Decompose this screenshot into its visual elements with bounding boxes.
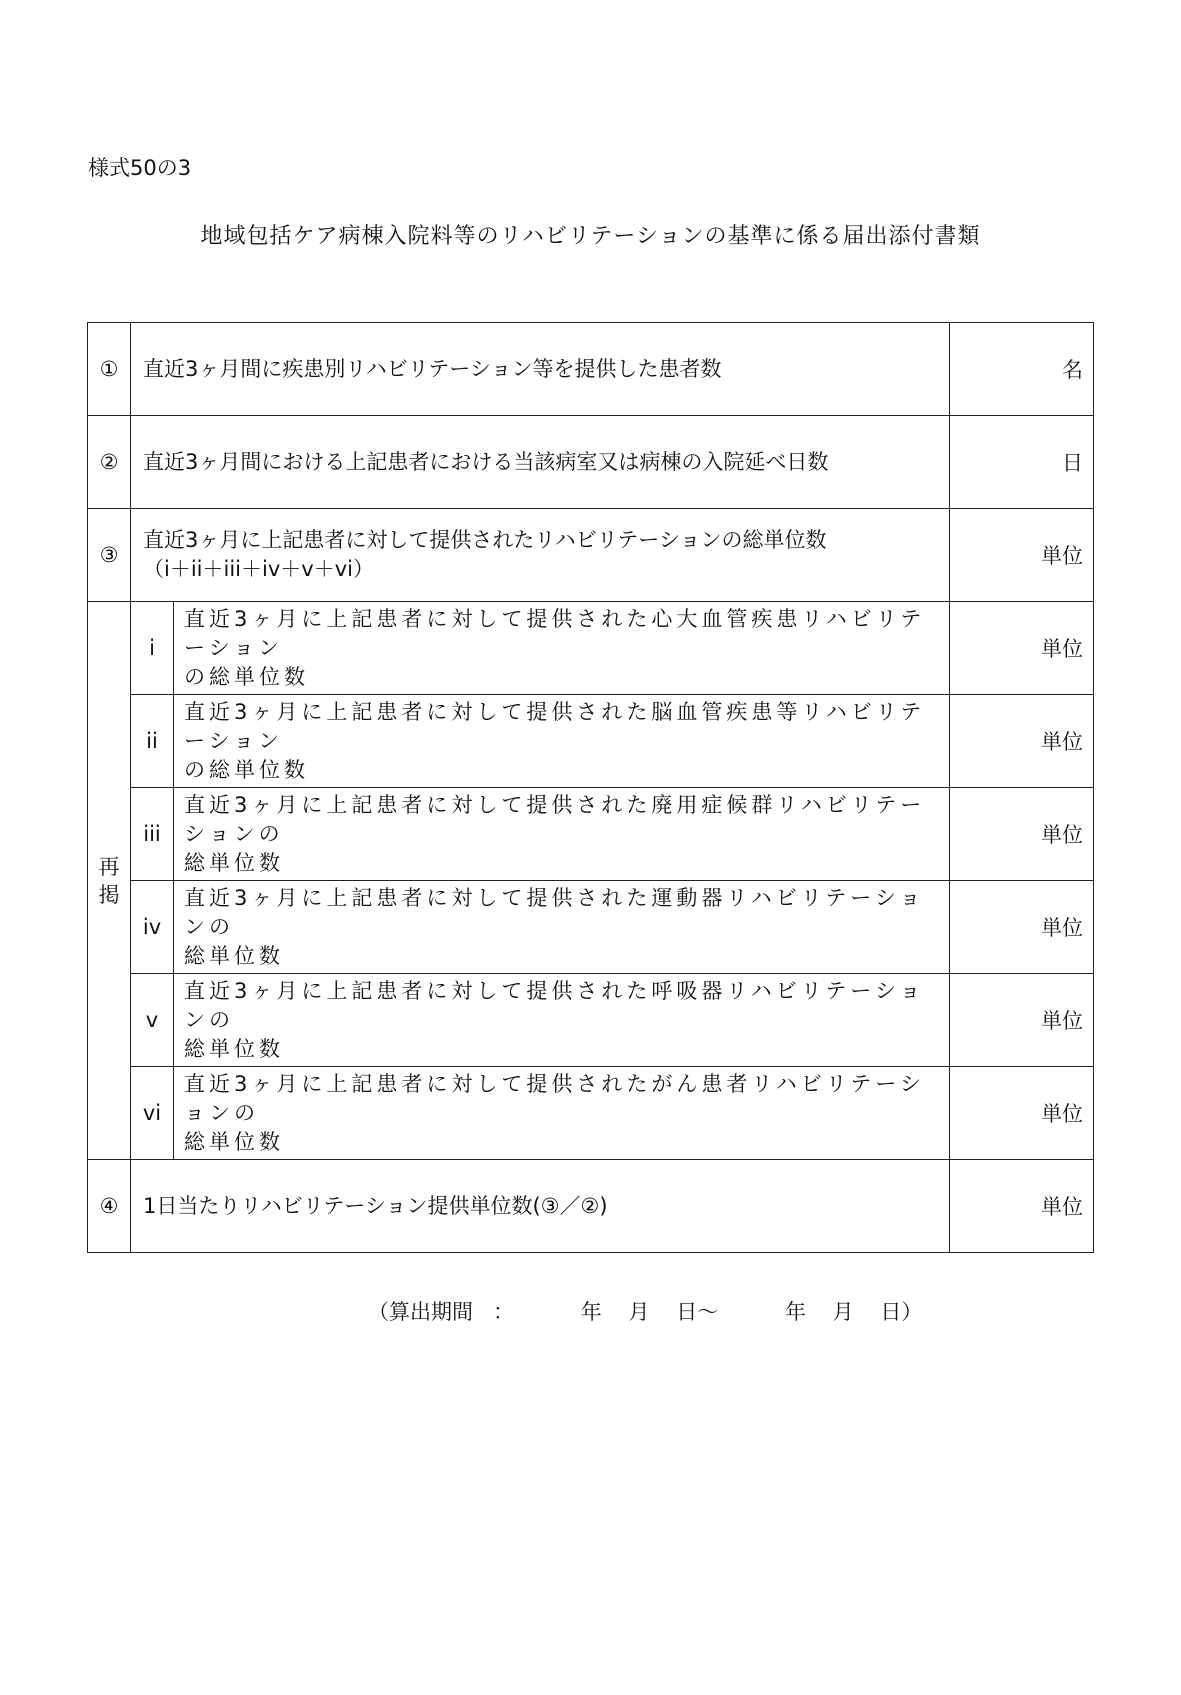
value-field[interactable] bbox=[950, 788, 1094, 881]
period-end-day: 日） bbox=[880, 1300, 923, 1324]
sub-row-number: v bbox=[131, 974, 174, 1067]
row-description-line: （i＋ii＋iii＋iv＋v＋vi） bbox=[143, 557, 374, 581]
row-description-line: の総単位数 bbox=[184, 664, 309, 689]
value-field[interactable] bbox=[950, 695, 1094, 788]
unit-label: 単位 bbox=[1041, 544, 1083, 568]
unit-label: 単位 bbox=[1041, 730, 1083, 754]
rehab-form-table bbox=[87, 322, 1094, 1253]
period-start-month: 月 bbox=[628, 1300, 650, 1324]
unit-label: 単位 bbox=[1041, 1195, 1083, 1219]
unit-label: 単位 bbox=[1041, 637, 1083, 661]
table-row bbox=[88, 509, 1094, 602]
period-start-day: 日～ bbox=[676, 1300, 719, 1324]
value-field[interactable] bbox=[950, 602, 1094, 695]
sub-row-number: ii bbox=[131, 695, 174, 788]
row-description-line: 1日当たりリハビリテーション提供単位数(③／②) bbox=[143, 1193, 608, 1218]
unit-label: 日 bbox=[1062, 451, 1083, 475]
calculation-period bbox=[368, 1296, 922, 1326]
document-title: 地域包括ケア病棟入院料等のリハビリテーションの基準に係る届出添付書類 bbox=[200, 224, 981, 249]
value-field[interactable] bbox=[950, 974, 1094, 1067]
row-description-line: 直近3ヶ月に上記患者に対して提供された廃用症候群リハビリテーションの bbox=[184, 792, 926, 846]
row-description-line: 総単位数 bbox=[184, 1036, 284, 1061]
table-row bbox=[88, 695, 1094, 788]
row-description-line: 総単位数 bbox=[184, 850, 284, 875]
value-field[interactable] bbox=[950, 416, 1094, 509]
unit-label: 名 bbox=[1062, 358, 1083, 382]
row-description-line: 直近3ヶ月間における上記患者における当該病室又は病棟の入院延べ日数 bbox=[143, 449, 829, 474]
row-description-line: 直近3ヶ月に上記患者に対して提供された運動器リハビリテーションの bbox=[184, 885, 925, 939]
sub-row-number: i bbox=[131, 602, 174, 695]
table-row bbox=[88, 881, 1094, 974]
value-field[interactable] bbox=[950, 1160, 1094, 1253]
row-description-line: 総単位数 bbox=[184, 1129, 284, 1154]
row-description bbox=[131, 509, 950, 602]
row-description bbox=[174, 974, 950, 1067]
row-description-line: 直近3ヶ月に上記患者に対して提供されたリハビリテーションの総単位数 bbox=[143, 528, 827, 552]
unit-label: 単位 bbox=[1041, 823, 1083, 847]
row-number: ② bbox=[88, 416, 131, 509]
value-field[interactable] bbox=[950, 323, 1094, 416]
sub-row-number: iv bbox=[131, 881, 174, 974]
period-end-year: 年 bbox=[784, 1300, 806, 1324]
unit-label: 単位 bbox=[1041, 1102, 1083, 1126]
row-number: ④ bbox=[88, 1160, 131, 1253]
unit-label: 単位 bbox=[1041, 916, 1083, 940]
value-field[interactable] bbox=[950, 509, 1094, 602]
table-row bbox=[88, 323, 1094, 416]
row-description-line: の総単位数 bbox=[184, 757, 309, 782]
row-number: ① bbox=[88, 323, 131, 416]
unit-label: 単位 bbox=[1041, 1009, 1083, 1033]
row-description-line: 直近3ヶ月に上記患者に対して提供された心大血管疾患リハビリテーション bbox=[184, 606, 926, 660]
period-colon: ： bbox=[493, 1300, 515, 1324]
row-description bbox=[174, 602, 950, 695]
period-open: （算出期間 bbox=[368, 1300, 473, 1324]
row-description-line: 直近3ヶ月に上記患者に対して提供された脳血管疾患等リハビリテーション bbox=[184, 699, 926, 753]
row-description bbox=[174, 788, 950, 881]
row-description-line: 直近3ヶ月間に疾患別リハビリテーション等を提供した患者数 bbox=[143, 356, 722, 381]
saikei-char: 再 bbox=[98, 854, 120, 879]
value-field[interactable] bbox=[950, 1067, 1094, 1160]
saikei-label bbox=[88, 602, 131, 1160]
row-description bbox=[174, 881, 950, 974]
sub-row-number: iii bbox=[131, 788, 174, 881]
row-description-line: 直近3ヶ月に上記患者に対して提供されたがん患者リハビリテーションの bbox=[184, 1071, 925, 1125]
table-row bbox=[88, 974, 1094, 1067]
row-description-line: 総単位数 bbox=[184, 943, 284, 968]
table-row bbox=[88, 1067, 1094, 1160]
sub-row-number: vi bbox=[131, 1067, 174, 1160]
table-row bbox=[88, 1160, 1094, 1253]
table-row bbox=[88, 602, 1094, 695]
row-description bbox=[131, 323, 950, 416]
row-description bbox=[131, 416, 950, 509]
form-id: 様式50の3 bbox=[88, 156, 192, 180]
table-row bbox=[88, 788, 1094, 881]
row-number: ③ bbox=[88, 509, 131, 602]
row-description bbox=[131, 1160, 950, 1253]
row-description bbox=[174, 695, 950, 788]
row-description-line: 直近3ヶ月に上記患者に対して提供された呼吸器リハビリテーションの bbox=[184, 978, 925, 1032]
table-row bbox=[88, 416, 1094, 509]
value-field[interactable] bbox=[950, 881, 1094, 974]
saikei-char: 掲 bbox=[98, 882, 120, 907]
period-end-month: 月 bbox=[832, 1300, 854, 1324]
row-description bbox=[174, 1067, 950, 1160]
period-start-year: 年 bbox=[580, 1300, 602, 1324]
